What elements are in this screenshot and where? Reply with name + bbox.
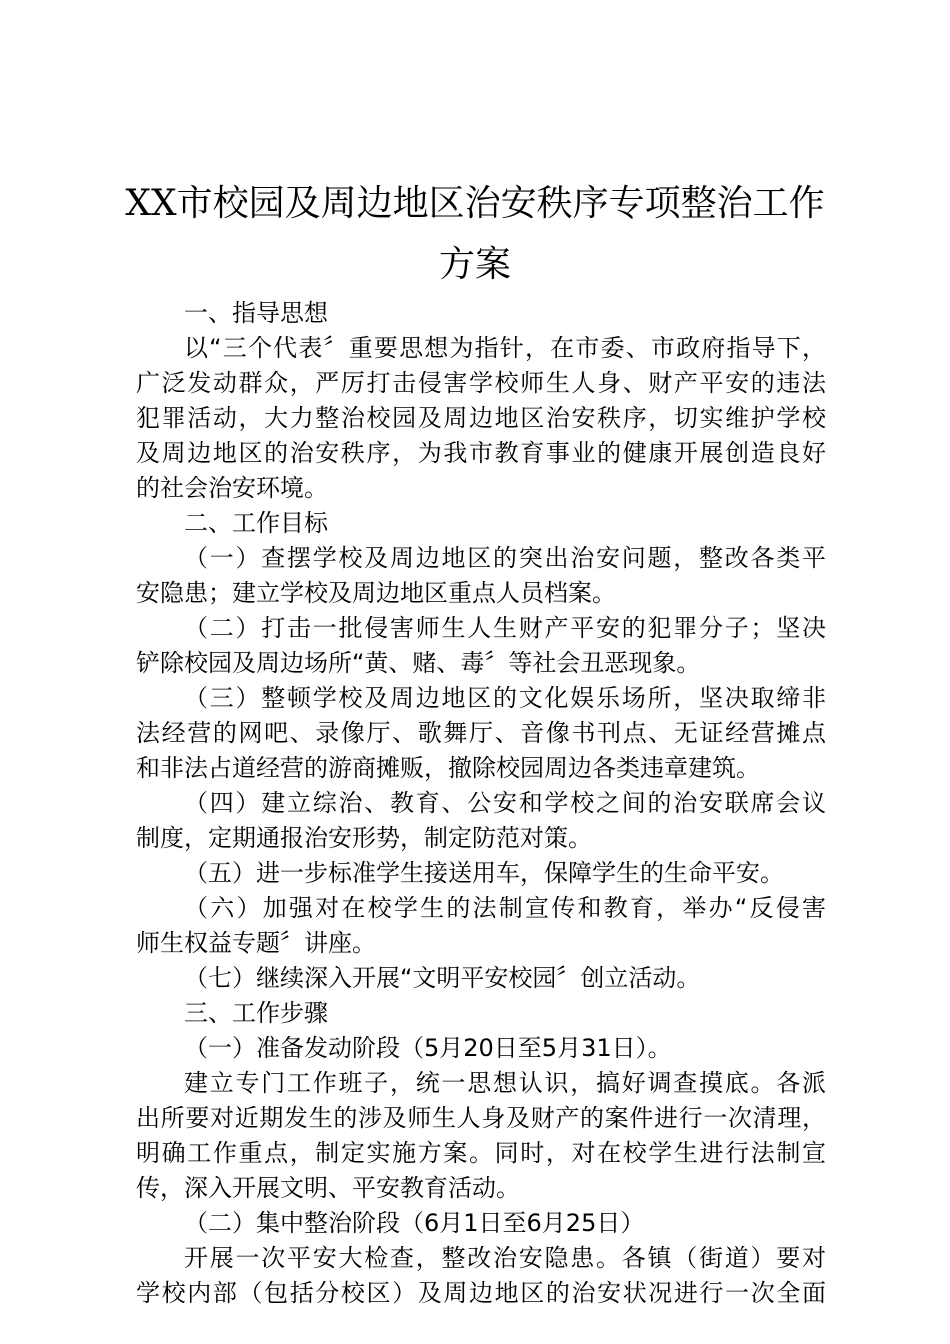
body-line: （一）查摆学校及周边地区的突出治安问题，整改各类平 (184, 544, 826, 572)
body-line: 二、工作目标 (184, 509, 328, 537)
body-line: 建立专门工作班子，统一思想认识，搞好调查摸底。各派 (184, 1069, 826, 1097)
body-line: 安隐患；建立学校及周边地区重点人员档案。 (136, 579, 616, 607)
body-line: 一、指导思想 (184, 299, 328, 327)
body-line: （六）加强对在校学生的法制宣传和教育，举办“反侵害 (184, 894, 826, 922)
body-line: 三、工作步骤 (184, 999, 328, 1027)
body-line: 师生权益专题〞讲座。 (136, 929, 376, 957)
body-line: （一）准备发动阶段（5月20日至5月31日）。 (184, 1034, 672, 1062)
body-line: （二）打击一批侵害师生人生财产平安的犯罪分子；坚决 (184, 614, 826, 642)
body-line: （七）继续深入开展“文明平安校园〞创立活动。 (184, 964, 701, 992)
body-line: 广泛发动群众，严厉打击侵害学校师生人身、财产平安的违法 (136, 369, 826, 397)
body-line: 开展一次平安大检查，整改治安隐患。各镇（街道）要对 (184, 1244, 826, 1272)
body-line: 以“三个代表〞重要思想为指针，在市委、市政府指导下， (184, 334, 826, 362)
body-line: 铲除校园及周边场所“黄、赌、毒〞等社会丑恶现象。 (136, 649, 701, 677)
body-line: 出所要对近期发生的涉及师生人身及财产的案件进行一次清理， (136, 1104, 826, 1132)
body-line: （四）建立综治、教育、公安和学校之间的治安联席会议 (184, 789, 826, 817)
body-line: 明确工作重点，制定实施方案。同时，对在校学生进行法制宣 (136, 1139, 826, 1167)
document-title-line-2: 方案 (438, 244, 511, 285)
body-line: （三）整顿学校及周边地区的文化娱乐场所，坚决取缔非 (184, 684, 826, 712)
body-line: （五）进一步标准学生接送用车，保障学生的生命平安。 (184, 859, 784, 887)
document-title-line-1: XX市校园及周边地区治安秩序专项整治工作 (125, 183, 825, 224)
body-line: 学校内部（包括分校区）及周边地区的治安状况进行一次全面 (136, 1279, 826, 1307)
body-line: 和非法占道经营的游商摊贩，撤除校园周边各类违章建筑。 (136, 754, 760, 782)
body-line: 传，深入开展文明、平安教育活动。 (136, 1174, 520, 1202)
body-line: 犯罪活动，大力整治校园及周边地区治安秩序，切实维护学校 (136, 404, 826, 432)
body-line: 及周边地区的治安秩序，为我市教育事业的健康开展创造良好 (136, 439, 826, 467)
document-body (136, 296, 826, 1311)
body-line: 法经营的网吧、录像厅、歌舞厅、音像书刊点、无证经营摊点 (136, 719, 826, 747)
body-line: 制度，定期通报治安形势，制定防范对策。 (136, 824, 592, 852)
body-line: （二）集中整治阶段（6月1日至6月25日） (184, 1209, 645, 1237)
body-line: 的社会治安环境。 (136, 474, 328, 502)
